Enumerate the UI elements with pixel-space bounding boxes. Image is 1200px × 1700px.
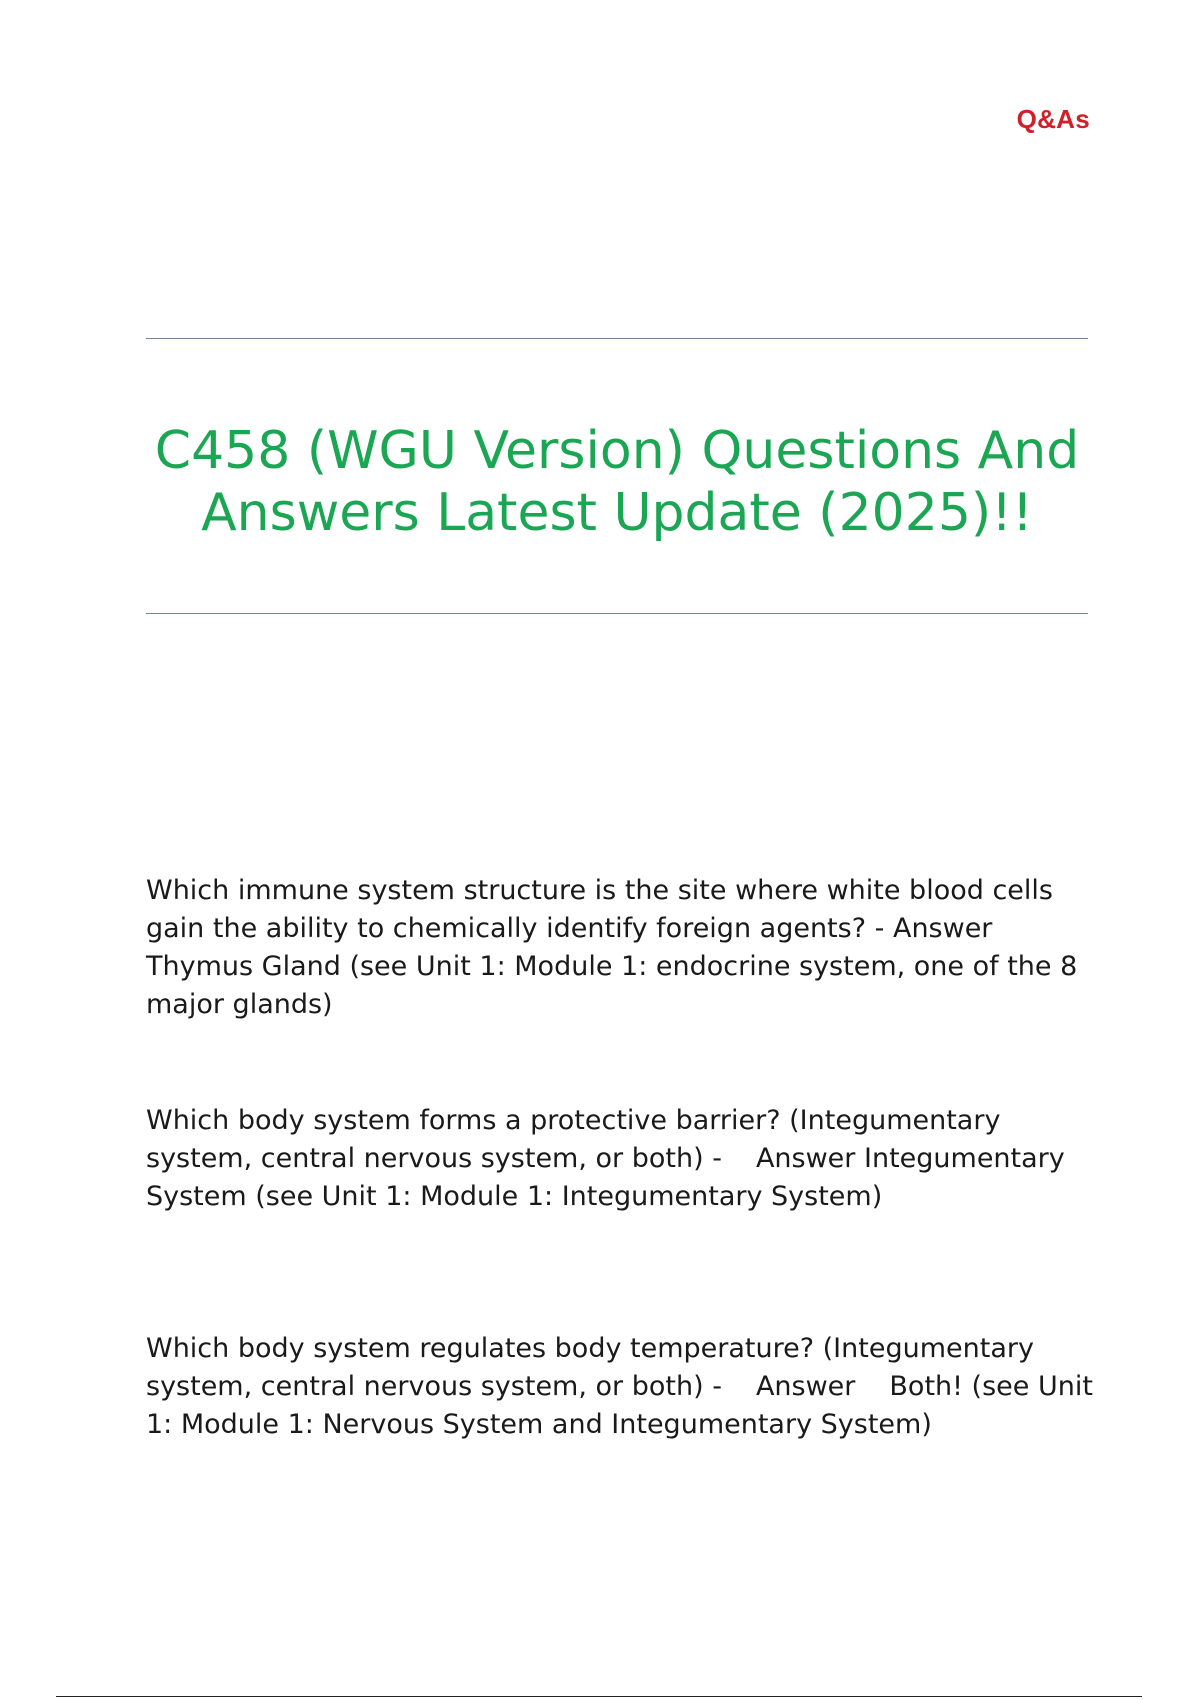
footer-rule bbox=[56, 1696, 1142, 1697]
qa-question: Which body system forms a protective barrier? (Integumentary system, central nervous system, or both) - bbox=[146, 1105, 1001, 1174]
qa-answer-label: Answer bbox=[892, 913, 993, 944]
qa-item bbox=[146, 1330, 1096, 1444]
qa-answer-label: Answer bbox=[755, 1143, 856, 1174]
qa-answer: Both! (see Unit 1: Module 1: Nervous System and Integumentary System) bbox=[146, 1371, 1093, 1440]
qa-item bbox=[146, 872, 1096, 1024]
qa-answer: Integumentary System (see Unit 1: Module 1: Integumentary System) bbox=[146, 1143, 1065, 1212]
qa-answer: Thymus Gland (see Unit 1: Module 1: endocrine system, one of the 8 major glands) bbox=[146, 951, 1078, 1020]
title-bottom-rule bbox=[146, 613, 1088, 614]
qa-question: Which immune system structure is the site where white blood cells gain the ability to chemically identify foreign agents? - bbox=[146, 875, 1053, 944]
qa-item bbox=[146, 1102, 1096, 1216]
title-top-rule bbox=[146, 338, 1088, 339]
qa-question: Which body system regulates body temperature? (Integumentary system, central nervous system, or both) - bbox=[146, 1333, 1034, 1402]
header-tag: Q&As bbox=[1016, 104, 1090, 134]
qa-answer-label: Answer bbox=[755, 1371, 856, 1402]
document-title: C458 (WGU Version) Questions And Answers Latest Update (2025)!! bbox=[154, 421, 1080, 543]
